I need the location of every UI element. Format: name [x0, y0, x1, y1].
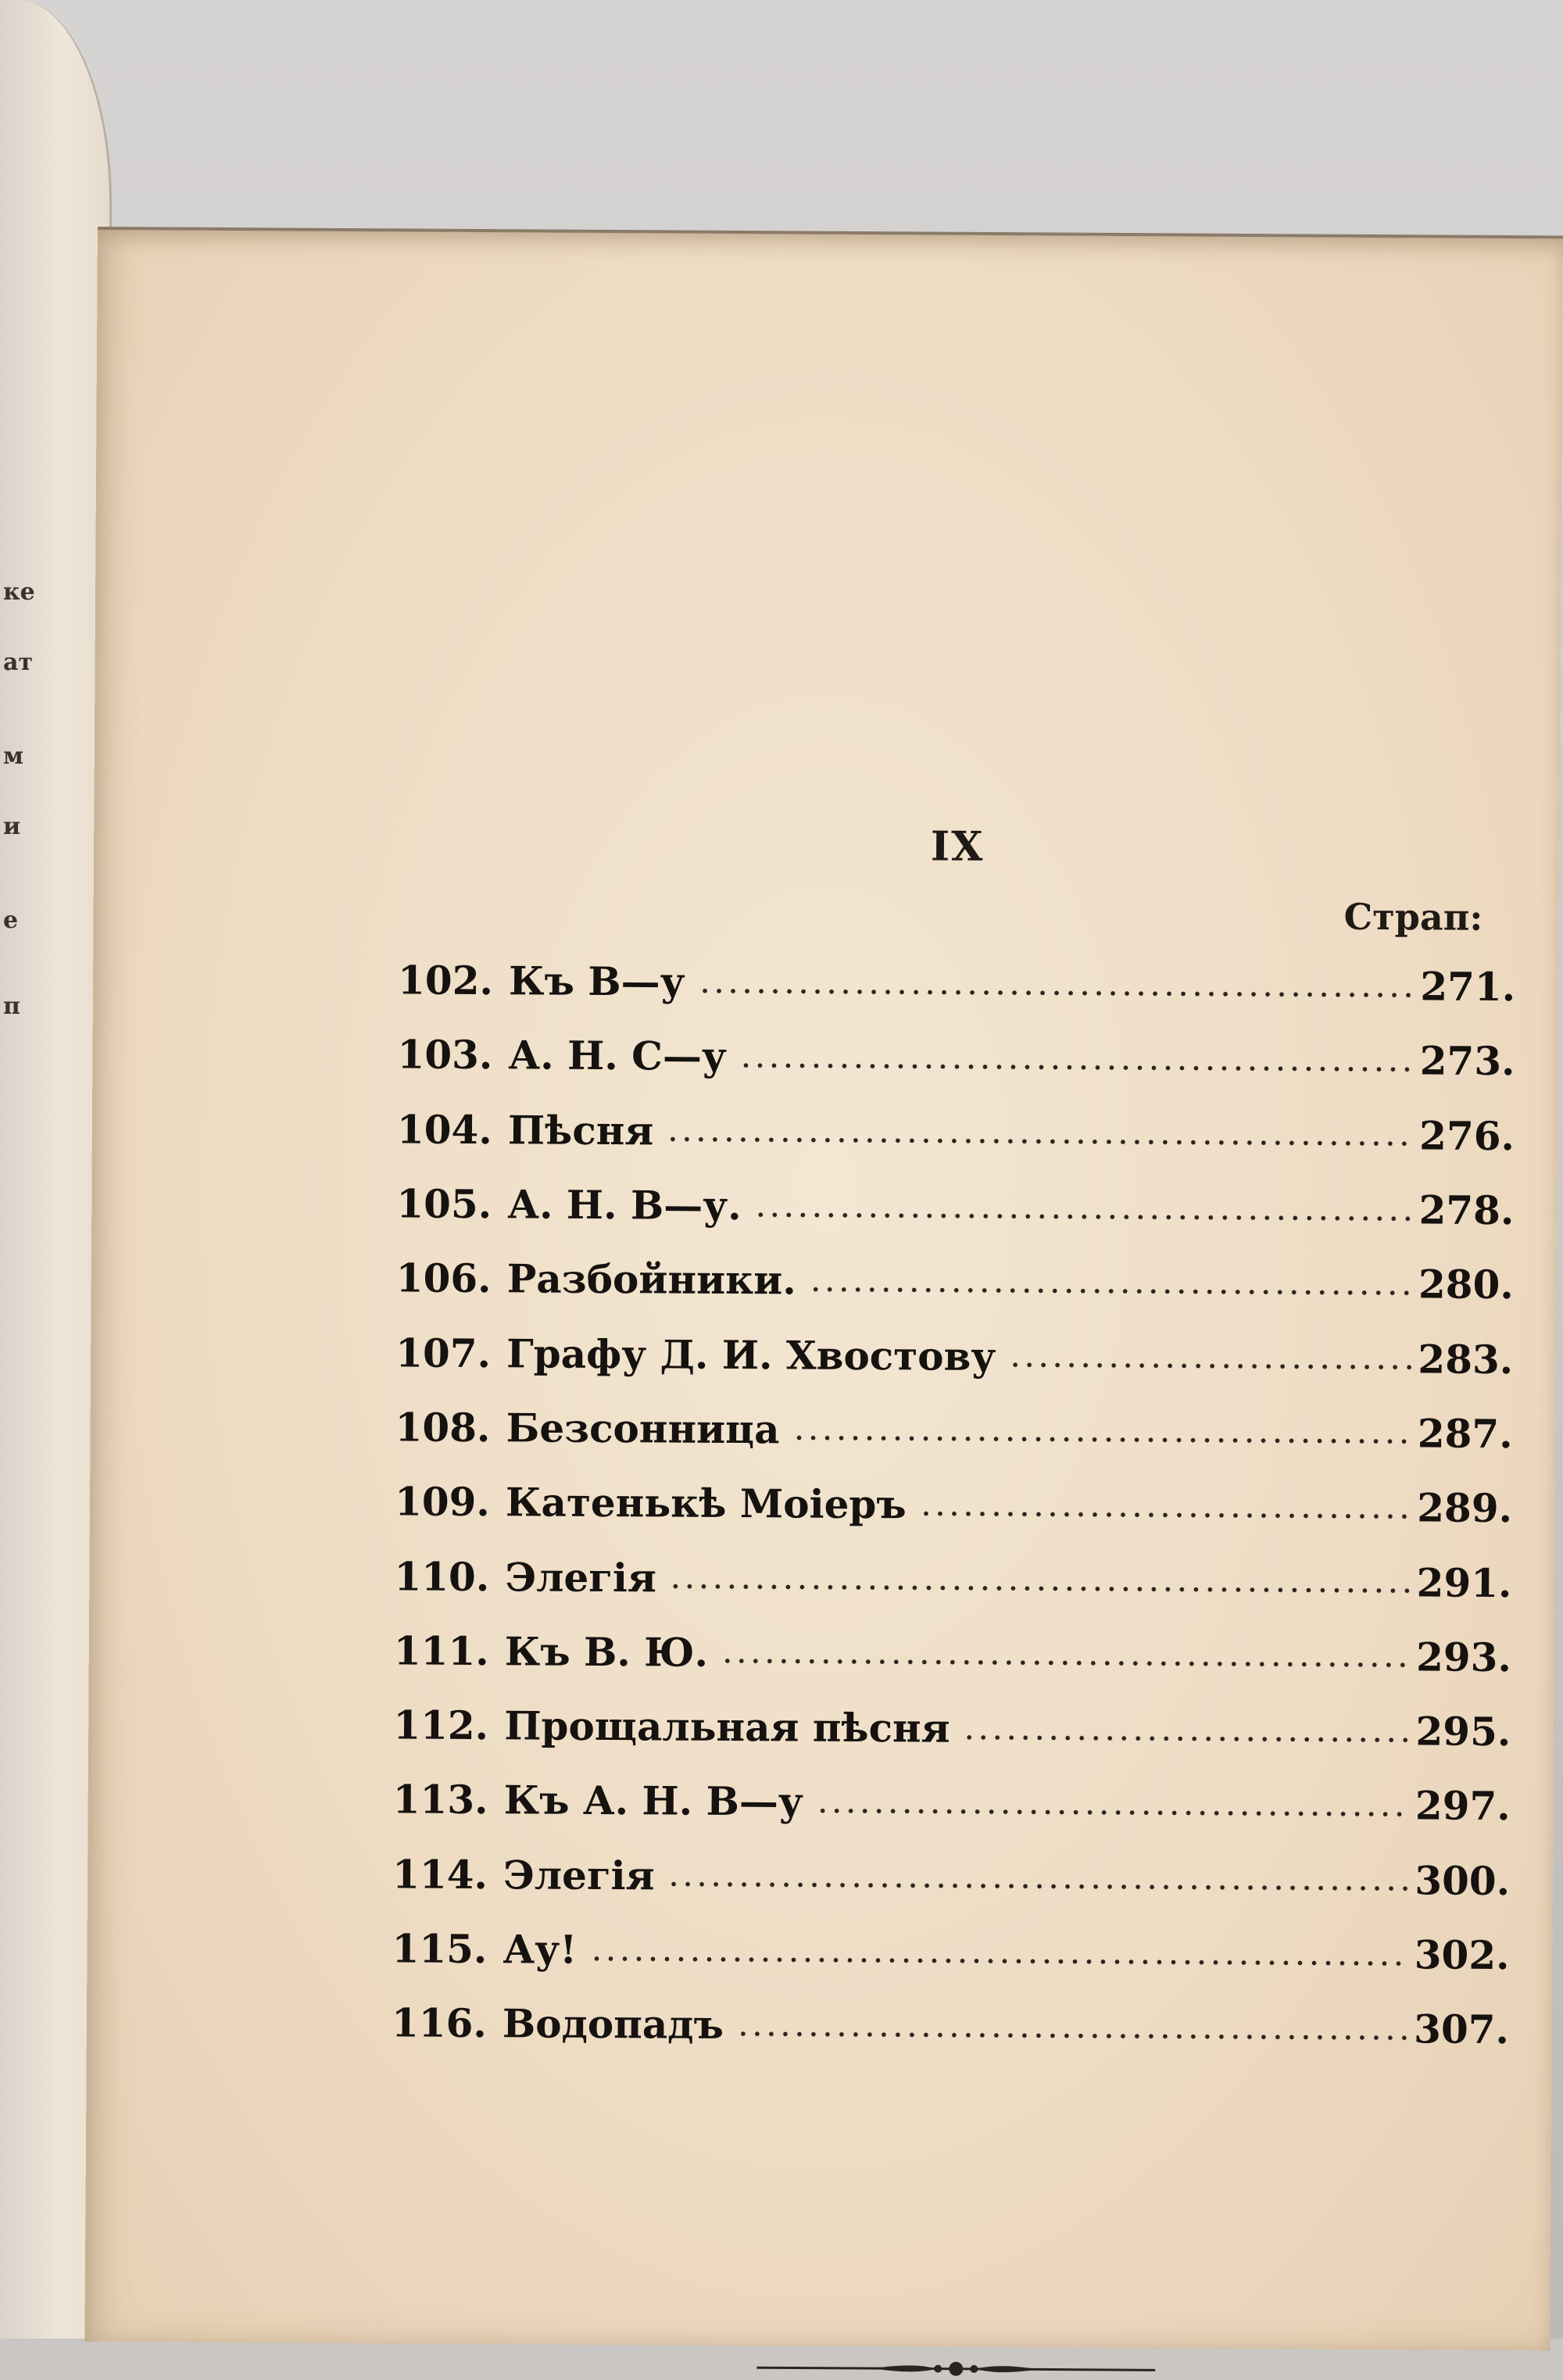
dot-leader — [754, 1212, 1413, 1221]
toc-entry-number: 110. — [394, 1552, 490, 1600]
toc-entry-page: 287. — [1417, 1410, 1513, 1458]
toc-entry — [395, 1464, 1513, 1545]
toc-entry — [395, 1315, 1514, 1397]
dot-leader — [739, 1063, 1414, 1072]
toc-entry — [394, 1539, 1512, 1620]
dot-leader — [809, 1287, 1412, 1295]
toc-entry-title: Безсонница — [506, 1405, 780, 1453]
toc-entry-page: 291. — [1416, 1559, 1512, 1606]
dot-leader — [919, 1511, 1411, 1519]
dot-leader — [816, 1809, 1409, 1817]
toc-entry-number: 114. — [392, 1851, 488, 1898]
dot-leader — [962, 1734, 1409, 1741]
toc-entry-number: 109. — [394, 1478, 491, 1526]
toc-entry — [394, 1613, 1512, 1695]
dot-leader — [698, 988, 1415, 997]
toc-entry-title: Прощальная пѣсня — [504, 1702, 950, 1752]
toc-entry — [392, 1911, 1510, 1992]
toc-entry-title: Къ В—у — [508, 957, 685, 1005]
toc-entry-page: 307. — [1413, 2006, 1510, 2053]
toc-entry — [397, 1018, 1515, 1099]
toc-entry-number: 108. — [395, 1404, 491, 1451]
toc-entry — [392, 1837, 1511, 1918]
toc-entry-number: 103. — [397, 1031, 493, 1079]
dot-leader — [589, 1956, 1408, 1965]
toc-entry-title: Водопадъ — [502, 2000, 724, 2049]
toc-entry-title: Графу Д. И. Хвостову — [506, 1330, 996, 1380]
toc-entry-title: Къ А. Н. В—у — [503, 1777, 803, 1825]
page-numeral: IX — [930, 822, 985, 871]
toc-entry-page: 271. — [1420, 963, 1516, 1011]
left-page-fragment: ат — [3, 649, 34, 676]
left-page-fragment: и — [3, 813, 21, 840]
dot-leader — [736, 2031, 1407, 2040]
toc-entry-title: Элегія — [503, 1851, 655, 1899]
toc-entry-title: Катенькѣ Моіеръ — [505, 1479, 907, 1528]
dot-leader — [667, 1882, 1408, 1891]
toc-entry-title: А. Н. С—у — [508, 1032, 728, 1080]
toc-entry-page: 293. — [1415, 1634, 1512, 1680]
toc-entry — [393, 1687, 1511, 1769]
toc-entry-page: 273. — [1419, 1037, 1515, 1085]
toc-entry-page: 276. — [1418, 1112, 1515, 1159]
left-page-fragment: м — [3, 743, 24, 770]
toc-entry-title: Пѣсня — [507, 1106, 654, 1154]
left-page-fragment: п — [3, 993, 20, 1020]
toc-entry — [398, 943, 1516, 1024]
dot-leader — [1008, 1362, 1411, 1369]
page-column-header: Страп: — [1343, 895, 1483, 939]
dot-leader — [792, 1436, 1411, 1444]
left-page-fragment: е — [3, 907, 19, 934]
toc-entry-number: 116. — [391, 1999, 487, 2047]
toc-entry-title: Къ В. Ю. — [504, 1628, 709, 1676]
toc-entry-title: Разбойники. — [506, 1255, 796, 1304]
toc-entry — [396, 1166, 1515, 1247]
toc-entry — [397, 1092, 1515, 1173]
dot-leader — [669, 1584, 1411, 1594]
toc-entry-page: 297. — [1415, 1782, 1511, 1830]
toc-entry-number: 106. — [395, 1254, 492, 1302]
toc-entry-number: 107. — [395, 1329, 492, 1376]
dot-leader — [666, 1137, 1413, 1147]
toc-entry — [392, 1985, 1510, 2067]
toc-entry-title: Ау! — [503, 1926, 578, 1973]
dot-leader — [721, 1659, 1410, 1667]
toc-entry — [395, 1241, 1514, 1322]
toc-entry-page: 278. — [1418, 1186, 1515, 1234]
toc-entry-number: 104. — [396, 1106, 492, 1153]
table-of-contents — [392, 943, 1516, 2067]
tailpiece-ornament-icon — [756, 2360, 1155, 2378]
toc-entry-page: 280. — [1418, 1261, 1514, 1308]
left-page-fragment: ке — [3, 578, 35, 606]
toc-entry-page: 283. — [1418, 1335, 1514, 1383]
toc-entry-page: 295. — [1415, 1708, 1511, 1755]
toc-entry-page: 302. — [1414, 1931, 1510, 1979]
toc-entry-page: 300. — [1415, 1857, 1511, 1904]
toc-entry — [392, 1763, 1511, 1844]
toc-entry-number: 115. — [392, 1925, 488, 1973]
toc-entry-number: 102. — [397, 957, 494, 1004]
toc-entry-page: 289. — [1417, 1484, 1513, 1532]
toc-entry-number: 112. — [393, 1702, 489, 1749]
book-page — [84, 227, 1562, 2350]
toc-entry-title: А. Н. В—у. — [507, 1181, 742, 1229]
toc-entry-number: 113. — [392, 1776, 488, 1823]
toc-entry — [395, 1390, 1513, 1471]
toc-entry-number: 105. — [396, 1180, 492, 1228]
toc-entry-title: Элегія — [505, 1553, 657, 1601]
toc-entry-number: 111. — [393, 1627, 489, 1674]
